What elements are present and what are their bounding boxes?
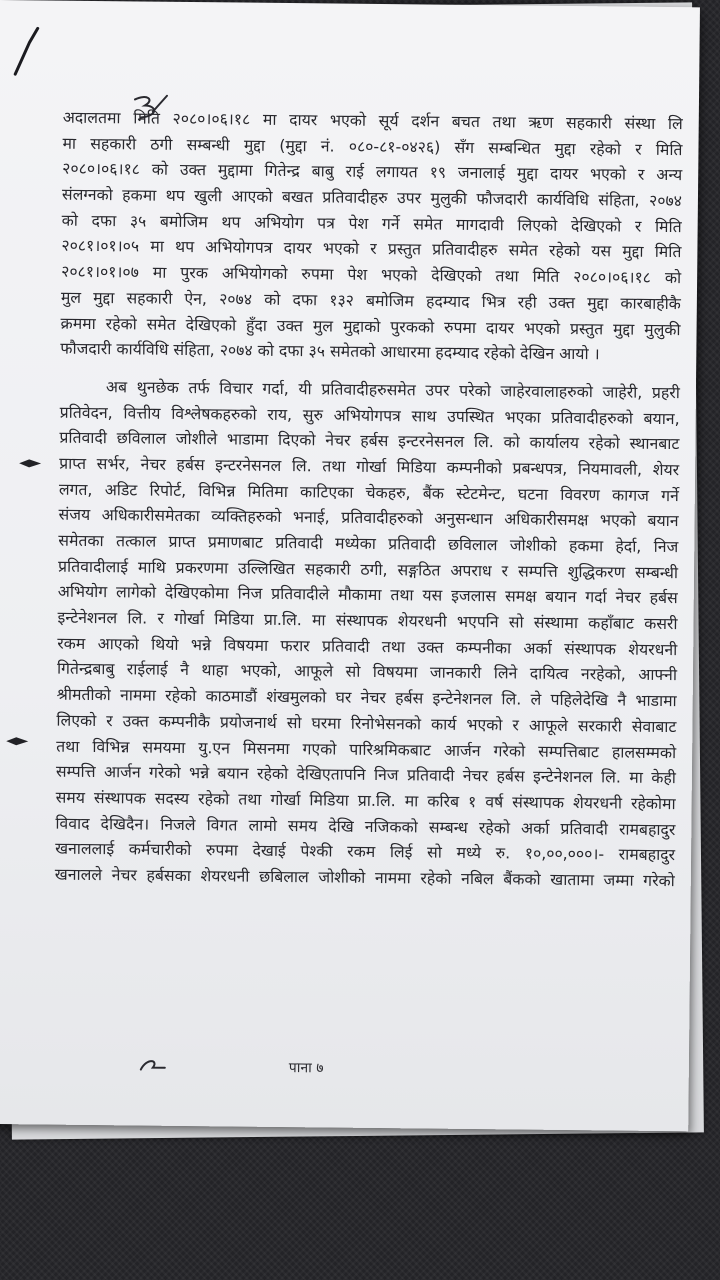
text-line: प्रतिवेदन, वित्तीय विश्लेषकहरुको राय, सुरु अभियोगपत्र साथ उपस्थित भएका प्रतिवादीहरुको बयान, bbox=[59, 402, 680, 428]
text-line: फौजदारी कार्यविधि संहिता, २०७४ को दफा ३५ समेतको आधारमा हदम्याद रहेको देखिन आयो । bbox=[60, 338, 600, 364]
text-line: समय संस्थापक सदस्य रहेको तथा गोर्खा मिडिया प्रा.लि. मा करिब १ वर्ष संस्थापक शेयरधनी रहेकोमा bbox=[55, 787, 676, 813]
text-line: तथा विभिन्न समयमा यु.एन मिसनमा गएको पारिश्रमिकबाट आर्जन गरेको सम्पत्तिबाट हालसम्मको bbox=[56, 736, 677, 762]
document-body bbox=[55, 105, 683, 894]
text-line: लगत, अडिट रिपोर्ट, विभिन्न मितिमा काटिएका चेकहरु, बैंक स्टेटमेन्ट, घटना विवरण कागज गर्ने bbox=[58, 479, 679, 505]
text-line: सम्पत्ति आर्जन गरेको भन्ने बयान रहेको देखिएतापनि निज प्रतिवादी नेचर हर्बस इन्टेनेशनल लि. मा केही bbox=[55, 761, 676, 788]
text-line: श्रीमतीको नाममा रहेको काठमाडौं शंखमुलको घर नेचर हर्बस इन्टेनेशनल लि. ले पहिलेदेखि नै भाडामा bbox=[56, 684, 677, 711]
paragraph-thunchhek bbox=[55, 374, 680, 894]
text-line: प्रतिवादीलाई माथि प्रकरणमा उल्लिखित सहकारी ठगी, सङ्गठित अपराध र सम्पत्ति शुद्धिकरण सम्बन्धी bbox=[57, 556, 679, 582]
text-line: २०८१।०१।०५ मा थप अभियोगपत्र दायर भएको र प्रस्तुत प्रतिवादीहरु समेत रहेको यस मुद्दा मिति bbox=[61, 236, 682, 262]
page-number: पाना ७ bbox=[288, 1060, 324, 1077]
text-line: प्राप्त सर्भर, नेचर हर्बस इन्टरनेसनल लि. तथा गोर्खा मिडिया कम्पनीको प्रबन्धपत्र, नियमावली, शेयर bbox=[59, 453, 680, 480]
text-line: संजय अधिकारीसमेतका व्यक्तिहरुको भनाई, प्रतिवादीहरुको अनुसन्धान अधिकारीसमक्ष भएको बयान bbox=[58, 504, 679, 531]
text-line: अब थुनछेक तर्फ विचार गर्दा, यी प्रतिवादीहरुसमेत उपर परेको जाहेरवालाहरुको जाहेरी, प्रहरी bbox=[105, 377, 681, 403]
text-line: खनाललाई कर्मचारीको रुपमा देखाई पेश्की रकम लिई सो मध्ये रु. १०,००,०००।- रामबहादुर bbox=[55, 838, 676, 865]
text-line: प्रतिवादी छविलाल जोशीले भाडामा दिएको नेचर हर्बस इन्टरनेसनल लि. को कार्यालय रहेको स्थानबाट bbox=[59, 427, 680, 454]
text-line: गितेन्द्रबाबु राईलाई नै थाहा भएको, आफूले सो विषयमा जानकारी लिने दायित्व नरहेको, आफ्नी bbox=[56, 659, 678, 685]
margin-bird-mark bbox=[4, 733, 30, 749]
text-line: अभियोग लागेको देखिएकोमा निज प्रतिवादीले मौकामा तथा यस इजलास समक्ष बयान गर्दा नेचर हर्बस bbox=[57, 582, 678, 608]
text-line: मा सहकारी ठगी सम्बन्धी मुद्दा (मुद्दा नं. ०८०-८१-०४२६) सँग सम्बन्धित मुद्दा रहेको र मिति bbox=[62, 133, 683, 159]
text-line: रकम आएको थियो भन्ने विषयमा फरार प्रतिवादी तथा उक्त कम्पनीका अर्का संस्थापक शेयरधनी bbox=[57, 633, 678, 659]
text-line: को दफा ३५ बमोजिम थप अभियोग पत्र पेश गर्ने समेत मागदावी लिएको देखिएको र मिति bbox=[61, 210, 682, 236]
text-line: क्रममा रहेको समेत देखिएको हुँदा उक्त मुल मुद्दाको पुरकको रुपमा दायर भएको प्रस्तुत मुद्दा मुलुकी bbox=[60, 313, 681, 339]
text-line: अदालतमा मिति २०८०।०६।१८ मा दायर भएको सूर्य दर्शन बचत तथा ऋण सहकारी संस्था लि bbox=[62, 107, 683, 134]
text-line: समेतका तत्काल प्राप्त प्रमाणबाट प्रतिवादी मध्येका प्रतिवादी छविलाल जोशीको हकमा हेर्दा, निज bbox=[58, 530, 679, 557]
text-line: खनालले नेचर हर्बसका शेयरधनी छबिलाल जोशीको नाममा रहेको नबिल बैंकको खातामा जम्मा गरेको bbox=[54, 864, 675, 891]
margin-bird-mark bbox=[17, 455, 43, 471]
text-line: लिएको र उक्त कम्पनीकै प्रयोजनार्थ सो घरमा रिनोभेसनको कार्य भएको र आफूले सरकारी सेवाबाट bbox=[56, 710, 677, 736]
paragraph-hadmyad bbox=[60, 105, 683, 368]
text-line: २०८०।०६।१८ को उक्त मुद्दामा गितेन्द्र बाबु राई लगायत १९ जनालाई मुद्दा दायर भएको र अन्य bbox=[62, 159, 683, 185]
text-line: मुल मुद्दा सहकारी ऐन, २०७४ को दफा १३२ बमोजिम हदम्याद भित्र रही उक्त मुद्दा कारबाहीकै bbox=[60, 287, 681, 313]
corner-pen-mark bbox=[7, 22, 68, 83]
text-line: इन्टेनेशनल लि. र गोर्खा मिडिया प्रा.लि. मा संस्थापक शेयरधनी भएपनि सो संस्थामा कहाँबाट कसरी bbox=[57, 607, 678, 634]
text-line: विवाद देखिदैन। निजले विगत लामो समय देखि नजिकको सम्बन्ध रहेको अर्का प्रतिवादी रामबहादुर bbox=[55, 813, 676, 839]
text-line: संलग्नको हकमा थप खुली आएको बखत प्रतिवादीहरु उपर मुलुकी फौजदारी कार्यविधि संहिता, २०७४ bbox=[61, 184, 683, 211]
text-line: २०८१।०१।०७ मा पुरक अभियोगको रुपमा पेश भएको देखिएको तथा मिति २०८०।०६।१८ को bbox=[61, 261, 682, 288]
handwritten-page-mark bbox=[137, 1053, 177, 1077]
